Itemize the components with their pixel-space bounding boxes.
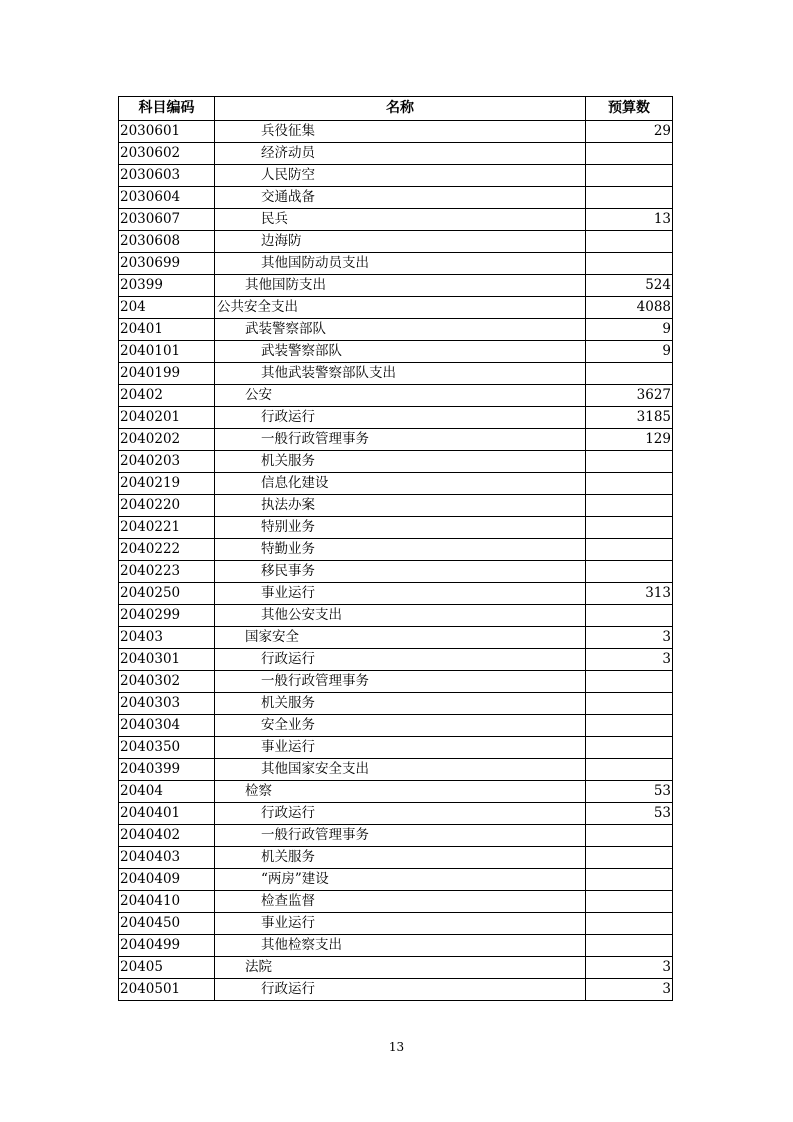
row-name: 事业运行 — [215, 913, 586, 935]
table-row — [119, 759, 673, 781]
table-row — [119, 737, 673, 759]
table-row — [119, 495, 673, 517]
row-code: 2040499 — [119, 935, 215, 957]
row-name: 信息化建设 — [215, 473, 586, 495]
row-name: 行政运行 — [215, 803, 586, 825]
table-row — [119, 693, 673, 715]
row-amount — [586, 935, 673, 957]
table-row — [119, 517, 673, 539]
row-name: 事业运行 — [215, 737, 586, 759]
row-code: 2030699 — [119, 253, 215, 275]
row-code: 2040350 — [119, 737, 215, 759]
row-amount: 29 — [586, 121, 673, 143]
row-name: 其他国防支出 — [215, 275, 586, 297]
row-name: 其他国家安全支出 — [215, 759, 586, 781]
row-amount: 3 — [586, 627, 673, 649]
row-name: 移民事务 — [215, 561, 586, 583]
table-row — [119, 935, 673, 957]
row-code: 2040401 — [119, 803, 215, 825]
table-row — [119, 473, 673, 495]
row-amount — [586, 363, 673, 385]
row-amount — [586, 715, 673, 737]
row-name: 机关服务 — [215, 451, 586, 473]
row-name: 特勤业务 — [215, 539, 586, 561]
table-row — [119, 891, 673, 913]
row-name: 一般行政管理事务 — [215, 671, 586, 693]
row-name: 特别业务 — [215, 517, 586, 539]
table-row — [119, 451, 673, 473]
table-row — [119, 407, 673, 429]
row-name: 国家安全 — [215, 627, 586, 649]
row-code: 2030601 — [119, 121, 215, 143]
row-code: 2040303 — [119, 693, 215, 715]
row-name: 经济动员 — [215, 143, 586, 165]
table-row — [119, 187, 673, 209]
row-code: 2040304 — [119, 715, 215, 737]
row-name: 公安 — [215, 385, 586, 407]
row-code: 2040410 — [119, 891, 215, 913]
table-row — [119, 913, 673, 935]
row-amount: 3627 — [586, 385, 673, 407]
row-amount: 313 — [586, 583, 673, 605]
row-amount — [586, 913, 673, 935]
row-amount: 3 — [586, 957, 673, 979]
row-name: 行政运行 — [215, 649, 586, 671]
table-header-row — [119, 97, 673, 121]
row-amount: 9 — [586, 319, 673, 341]
row-amount — [586, 253, 673, 275]
row-amount: 53 — [586, 781, 673, 803]
row-amount — [586, 869, 673, 891]
table-row — [119, 847, 673, 869]
row-amount — [586, 847, 673, 869]
row-amount — [586, 473, 673, 495]
row-name: 事业运行 — [215, 583, 586, 605]
row-code: 2040409 — [119, 869, 215, 891]
row-code: 2030607 — [119, 209, 215, 231]
row-code: 20404 — [119, 781, 215, 803]
row-name: 边海防 — [215, 231, 586, 253]
row-name: 机关服务 — [215, 847, 586, 869]
row-code: 2040203 — [119, 451, 215, 473]
table-row — [119, 275, 673, 297]
row-code: 2030608 — [119, 231, 215, 253]
row-amount: 3 — [586, 979, 673, 1001]
header-code: 科目编码 — [119, 97, 215, 121]
row-name: 兵役征集 — [215, 121, 586, 143]
table-row — [119, 605, 673, 627]
row-code: 2030603 — [119, 165, 215, 187]
row-amount — [586, 143, 673, 165]
table-row — [119, 121, 673, 143]
row-code: 2040250 — [119, 583, 215, 605]
row-code: 2040201 — [119, 407, 215, 429]
table-row — [119, 979, 673, 1001]
row-amount — [586, 759, 673, 781]
row-name: “两房”建设 — [215, 869, 586, 891]
row-amount: 53 — [586, 803, 673, 825]
row-name: 公共安全支出 — [215, 297, 586, 319]
table-row — [119, 825, 673, 847]
row-name: 其他国防动员支出 — [215, 253, 586, 275]
row-amount: 129 — [586, 429, 673, 451]
row-amount: 524 — [586, 275, 673, 297]
row-code: 2040202 — [119, 429, 215, 451]
row-code: 2040220 — [119, 495, 215, 517]
row-name: 法院 — [215, 957, 586, 979]
table-row — [119, 341, 673, 363]
row-code: 20401 — [119, 319, 215, 341]
row-code: 2040221 — [119, 517, 215, 539]
table-row — [119, 781, 673, 803]
row-amount: 3 — [586, 649, 673, 671]
row-code: 2040399 — [119, 759, 215, 781]
row-code: 20403 — [119, 627, 215, 649]
row-name: 其他武装警察部队支出 — [215, 363, 586, 385]
row-name: 检查监督 — [215, 891, 586, 913]
row-name: 武装警察部队 — [215, 319, 586, 341]
row-code: 2040302 — [119, 671, 215, 693]
page-number: 13 — [388, 1040, 405, 1054]
row-code: 2030604 — [119, 187, 215, 209]
row-name: 交通战备 — [215, 187, 586, 209]
row-amount — [586, 165, 673, 187]
row-name: 检察 — [215, 781, 586, 803]
table-row — [119, 385, 673, 407]
row-amount — [586, 539, 673, 561]
row-code: 2040101 — [119, 341, 215, 363]
row-amount — [586, 231, 673, 253]
row-code: 20402 — [119, 385, 215, 407]
row-code: 2040199 — [119, 363, 215, 385]
table-row — [119, 253, 673, 275]
row-name: 其他检察支出 — [215, 935, 586, 957]
budget-table — [118, 96, 673, 1001]
row-name: 行政运行 — [215, 979, 586, 1001]
row-code: 2040299 — [119, 605, 215, 627]
row-amount — [586, 495, 673, 517]
row-code: 2030602 — [119, 143, 215, 165]
row-amount — [586, 561, 673, 583]
table-row — [119, 957, 673, 979]
row-name: 行政运行 — [215, 407, 586, 429]
row-code: 2040403 — [119, 847, 215, 869]
row-code: 204 — [119, 297, 215, 319]
row-amount — [586, 517, 673, 539]
row-name: 民兵 — [215, 209, 586, 231]
row-amount: 9 — [586, 341, 673, 363]
row-amount — [586, 451, 673, 473]
row-amount: 3185 — [586, 407, 673, 429]
table-row — [119, 583, 673, 605]
row-code: 2040450 — [119, 913, 215, 935]
row-name: 人民防空 — [215, 165, 586, 187]
row-amount — [586, 891, 673, 913]
row-code: 2040219 — [119, 473, 215, 495]
row-amount: 13 — [586, 209, 673, 231]
row-name: 机关服务 — [215, 693, 586, 715]
table-row — [119, 627, 673, 649]
table-row — [119, 143, 673, 165]
row-code: 20405 — [119, 957, 215, 979]
table-row — [119, 803, 673, 825]
row-amount — [586, 187, 673, 209]
table-row — [119, 539, 673, 561]
row-amount — [586, 737, 673, 759]
row-code: 2040501 — [119, 979, 215, 1001]
table-row — [119, 429, 673, 451]
table-row — [119, 671, 673, 693]
row-code: 2040222 — [119, 539, 215, 561]
row-amount: 4088 — [586, 297, 673, 319]
row-amount — [586, 693, 673, 715]
row-name: 一般行政管理事务 — [215, 429, 586, 451]
header-name: 名称 — [215, 97, 586, 121]
table-row — [119, 715, 673, 737]
table-body — [119, 121, 673, 1001]
row-amount — [586, 671, 673, 693]
table-row — [119, 231, 673, 253]
row-code: 2040223 — [119, 561, 215, 583]
row-name: 执法办案 — [215, 495, 586, 517]
table-row — [119, 649, 673, 671]
table-row — [119, 869, 673, 891]
row-name: 武装警察部队 — [215, 341, 586, 363]
table-row — [119, 363, 673, 385]
row-name: 其他公安支出 — [215, 605, 586, 627]
table-row — [119, 561, 673, 583]
table-row — [119, 209, 673, 231]
row-code: 20399 — [119, 275, 215, 297]
table-row — [119, 165, 673, 187]
row-code: 2040402 — [119, 825, 215, 847]
row-name: 安全业务 — [215, 715, 586, 737]
row-name: 一般行政管理事务 — [215, 825, 586, 847]
table-row — [119, 297, 673, 319]
row-code: 2040301 — [119, 649, 215, 671]
row-amount — [586, 825, 673, 847]
row-amount — [586, 605, 673, 627]
table-row — [119, 319, 673, 341]
header-amount: 预算数 — [586, 97, 673, 121]
